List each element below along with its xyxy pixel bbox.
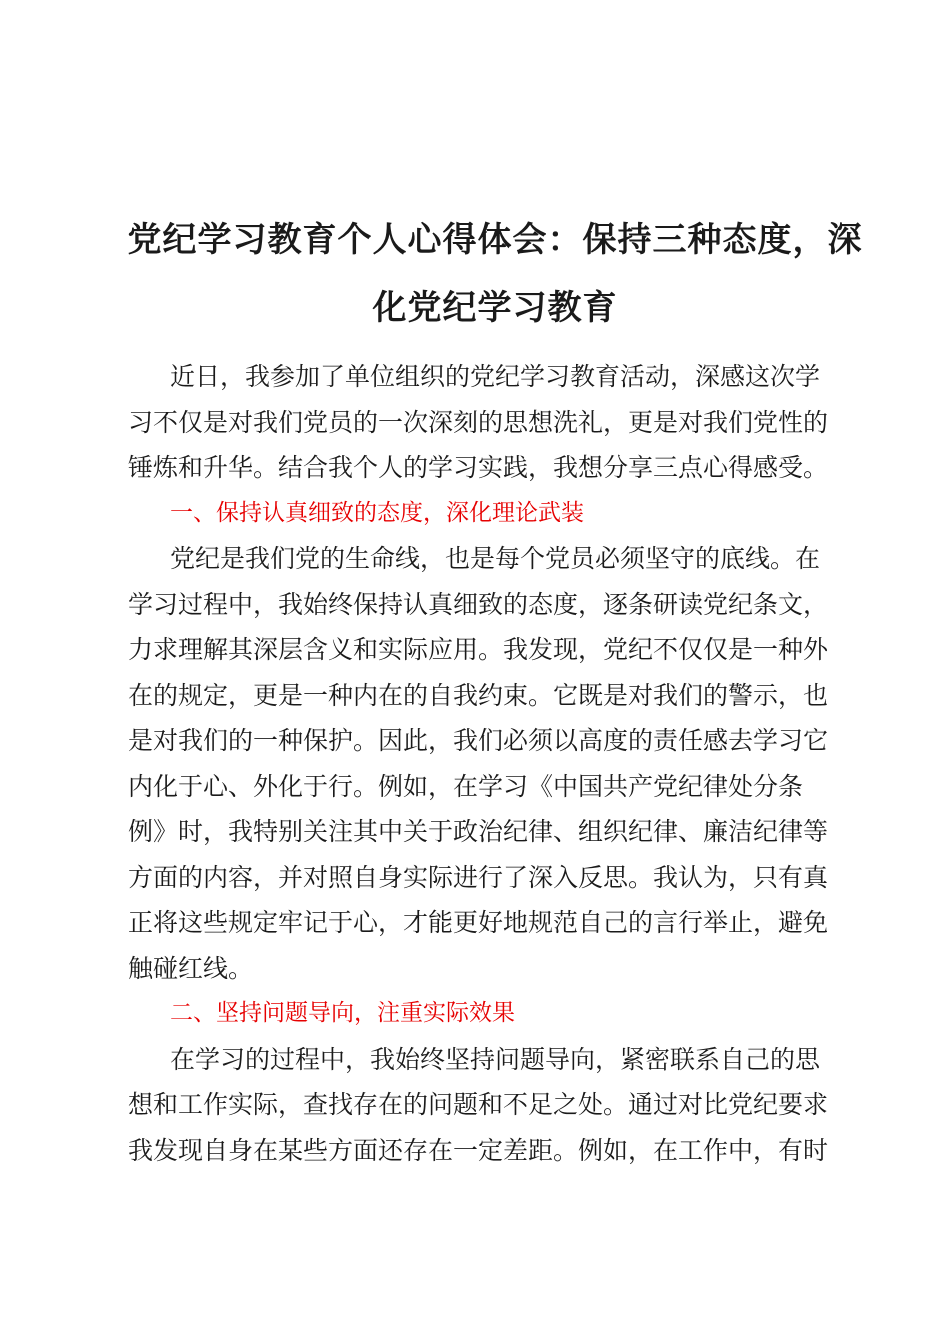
document-body	[128, 354, 848, 1173]
document-title-line-2: 化党纪学习教育	[372, 288, 618, 328]
section-2-heading: 二、坚持问题导向，注重实际效果	[170, 1000, 515, 1026]
document-title-line-1: 党纪学习教育个人心得体会：保持三种态度，深	[127, 220, 863, 260]
section-1-line: 例》时，我特别关注其中关于政治纪律、组织纪律、廉洁纪律等	[128, 817, 829, 846]
section-1-line: 党纪是我们党的生命线，也是每个党员必须坚守的底线。在	[170, 544, 821, 573]
intro-line: 习不仅是对我们党员的一次深刻的思想洗礼，更是对我们党性的	[128, 407, 829, 437]
section-2-line: 在学习的过程中，我始终坚持问题导向，紧密联系自己的思	[170, 1044, 821, 1074]
section-2-line: 想和工作实际，查找存在的问题和不足之处。通过对比党纪要求	[128, 1090, 829, 1119]
section-1-line: 正将这些规定牢记于心，才能更好地规范自己的言行举止，避免	[128, 908, 829, 937]
intro-line: 近日，我参加了单位组织的党纪学习教育活动，深感这次学	[170, 362, 821, 391]
intro-line: 锤炼和升华。结合我个人的学习实践，我想分享三点心得感受。	[128, 453, 829, 482]
section-1-line: 内化于心、外化于行。例如，在学习《中国共产党纪律处分条	[128, 771, 804, 801]
section-1-line: 在的规定，更是一种内在的自我约束。它既是对我们的警示，也	[128, 680, 829, 710]
section-2-line: 我发现自身在某些方面还存在一定差距。例如，在工作中，有时	[128, 1135, 829, 1165]
section-1-line: 方面的内容，并对照自身实际进行了深入反思。我认为，只有真	[128, 862, 829, 892]
section-1-heading: 一、保持认真细致的态度，深化理论武装	[170, 499, 584, 526]
section-1-line: 触碰红线。	[128, 953, 254, 983]
section-1-line: 力求理解其深层含义和实际应用。我发现，党纪不仅仅是一种外	[128, 635, 829, 664]
section-1-line: 学习过程中，我始终保持认真细致的态度，逐条研读党纪条文，	[128, 589, 829, 619]
section-1-line: 是对我们的一种保护。因此，我们必须以高度的责任感去学习它	[128, 726, 829, 755]
